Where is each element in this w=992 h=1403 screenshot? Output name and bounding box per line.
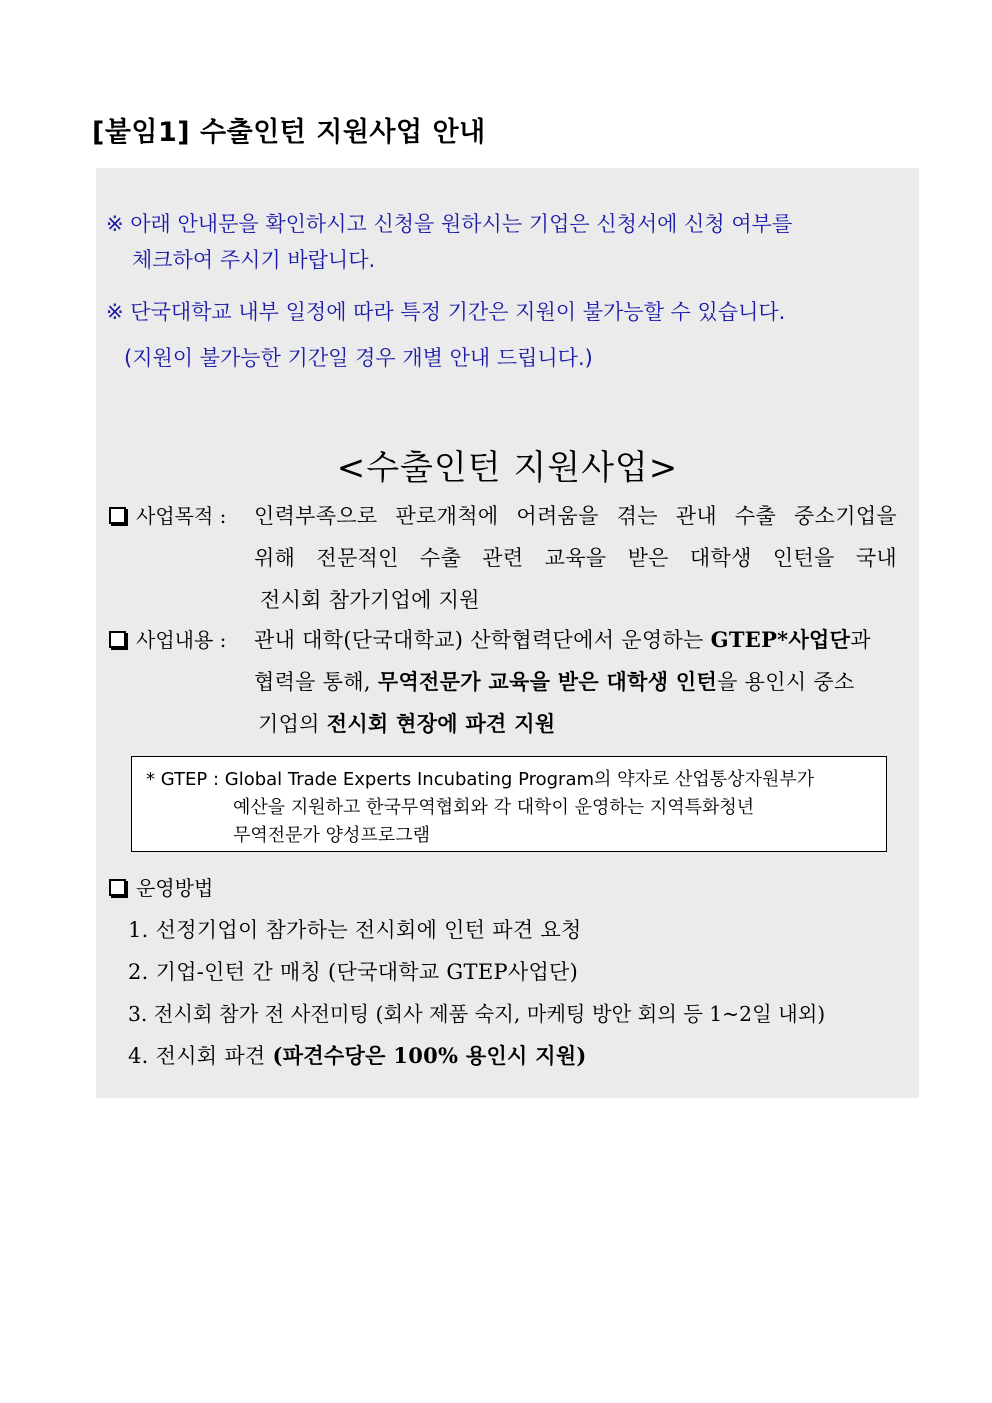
info-panel [96,168,919,1098]
content-line-1-suffix: 과 [850,628,871,652]
checkbox-square-icon [109,879,126,896]
allowance-emphasis: (파견수당은 100% 용인시 지원) [272,1043,587,1068]
content-line-2 [254,666,855,696]
content-line-1 [254,624,871,654]
operation-label: 운영방법 [136,876,214,900]
section-title: <수출인턴 지원사업> [336,448,679,488]
operation-step-4 [128,1040,587,1070]
purpose-line-2: 위해 전문적인 수출 관련 교육을 받은 대학생 인턴을 국내 [254,546,897,570]
gtep-note-line-1: * GTEP : Global Trade Experts Incubating Program의 약자로 산업통상자원부가 [146,769,815,790]
operation-step-3: 3. 전시회 참가 전 사전미팅 (회사 제품 숙지, 마케팅 방안 회의 등 1~2일 내외) [128,1002,826,1026]
page-heading: [붙임1] 수출인턴 지원사업 안내 [92,117,486,148]
gtep-note-line-3: 무역전문가 양성프로그램 [233,825,430,846]
notice-1-line-2: 체크하여 주시기 바랍니다. [132,248,376,272]
gtep-note-line-2: 예산을 지원하고 한국무역협회와 각 대학이 운영하는 지역특화청년 [233,797,755,818]
notice-2-line-1: ※ 단국대학교 내부 일정에 따라 특정 기간은 지원이 불가능할 수 있습니다. [106,300,786,324]
content-line-3-text: 기업의 [258,712,327,736]
content-line-2-text: 협력을 통해, [254,670,378,694]
operation-step-4-text: 4. 전시회 파견 [128,1044,273,1068]
content-label: 사업내용 : [136,628,227,652]
gtep-team-emphasis: GTEP*사업단 [710,627,851,652]
gtep-note-box [131,756,887,852]
notice-1-line-1: ※ 아래 안내문을 확인하시고 신청을 원하시는 기업은 신청서에 신청 여부를 [106,212,793,236]
checkbox-square-icon [109,631,126,648]
purpose-line-1: 인력부족으로 판로개척에 어려움을 겪는 관내 수출 중소기업을 [254,504,897,528]
dispatch-emphasis: 전시회 현장에 파견 지원 [326,711,556,736]
purpose-label: 사업목적 : [136,504,227,528]
intern-emphasis: 무역전문가 교육을 받은 대학생 인턴 [377,669,718,694]
content-line-3 [258,708,555,738]
content-line-2-suffix: 을 용인시 중소 [717,670,855,694]
operation-step-2: 2. 기업-인턴 간 매칭 (단국대학교 GTEP사업단) [128,960,579,984]
notice-2-line-2: (지원이 불가능한 기간일 경우 개별 안내 드립니다.) [124,346,593,370]
operation-step-1: 1. 선정기업이 참가하는 전시회에 인턴 파견 요청 [128,918,582,942]
content-line-1-text: 관내 대학(단국대학교) 산학협력단에서 운영하는 [254,628,711,652]
checkbox-square-icon [109,507,126,524]
purpose-line-3: 전시회 참가기업에 지원 [260,588,480,612]
